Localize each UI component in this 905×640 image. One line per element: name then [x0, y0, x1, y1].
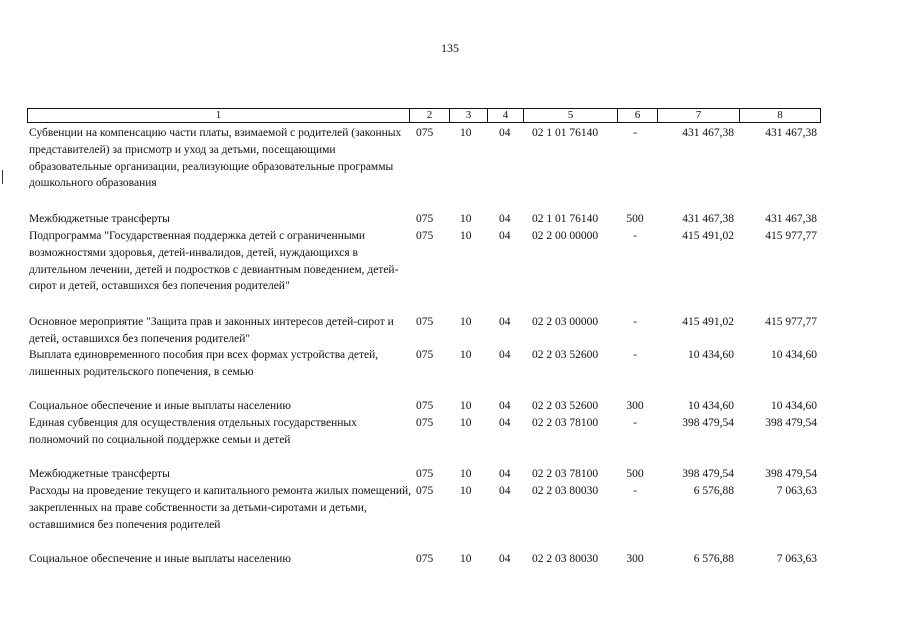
- row-code-5: 02 2 03 78100: [532, 468, 599, 480]
- row-amount-8: 431 467,38: [765, 127, 817, 139]
- row-code-4: 04: [499, 485, 511, 497]
- row-code-2: 075: [416, 468, 434, 480]
- row-amount-7: 415 491,02: [682, 230, 734, 242]
- row-code-3: 10: [460, 485, 472, 497]
- row-code-2: 075: [416, 213, 434, 225]
- row-code-2: 075: [416, 485, 434, 497]
- row-amount-7: 6 576,88: [693, 485, 734, 497]
- row-code-5: 02 2 03 78100: [532, 417, 599, 429]
- row-code-4: 04: [499, 417, 511, 429]
- row-amount-8: 415 977,77: [765, 316, 817, 328]
- row-amount-7: 398 479,54: [682, 468, 734, 480]
- row-name: Социальное обеспечение и иные выплаты населению: [29, 553, 291, 565]
- row-name: Субвенции на компенсацию части платы, взимаемой с родителей (законных представителей) за присмотр и уход за детьми, посещающими образовательные организации, реализующие образовательные программы дошкольного образования: [29, 127, 402, 190]
- row-code-2: 075: [416, 127, 434, 139]
- row-amount-8: 431 467,38: [765, 213, 817, 225]
- row-code-2: 075: [416, 553, 434, 565]
- row-code-3: 10: [460, 400, 472, 412]
- row-code-4: 04: [499, 316, 511, 328]
- row-amount-8: 398 479,54: [765, 417, 817, 429]
- row-code-3: 10: [460, 213, 472, 225]
- row-code-5: 02 2 03 52600: [532, 400, 599, 412]
- header-col-6: 6: [618, 109, 658, 122]
- row-amount-7: 6 576,88: [693, 553, 734, 565]
- header-col-5: 5: [524, 109, 618, 122]
- page-number: 135: [441, 41, 459, 55]
- row-code-5: 02 2 03 00000: [532, 316, 599, 328]
- row-code-6: 500: [626, 468, 644, 480]
- table-header: [27, 108, 821, 123]
- row-name: Подпрограмма "Государственная поддержка детей с ограниченными возможностями здоровья, детей-инвалидов, детей, нуждающихся в длительном лечении, детей и подростков с девиантным поведением, детей-сирот и детей, оставшихся без попечения родителей": [29, 230, 399, 293]
- row-amount-7: 415 491,02: [682, 316, 734, 328]
- row-code-6: -: [633, 349, 637, 361]
- row-name: Социальное обеспечение и иные выплаты населению: [29, 400, 291, 412]
- row-code-3: 10: [460, 468, 472, 480]
- row-amount-8: 415 977,77: [765, 230, 817, 242]
- header-col-3: 3: [450, 109, 488, 122]
- row-code-3: 10: [460, 127, 472, 139]
- row-code-5: 02 2 03 52600: [532, 349, 599, 361]
- row-code-6: -: [633, 230, 637, 242]
- row-code-6: 300: [626, 553, 644, 565]
- row-code-5: 02 1 01 76140: [532, 127, 599, 139]
- row-code-6: -: [633, 417, 637, 429]
- row-code-4: 04: [499, 468, 511, 480]
- row-code-5: 02 1 01 76140: [532, 213, 599, 225]
- row-code-2: 075: [416, 316, 434, 328]
- row-code-4: 04: [499, 127, 511, 139]
- row-name: Межбюджетные трансферты: [29, 213, 170, 225]
- row-name: Расходы на проведение текущего и капитального ремонта жилых помещений, закрепленных на праве собственности за детьми-сиротами и детьми, оставшимися без попечения родителей: [29, 485, 412, 531]
- row-amount-8: 10 434,60: [771, 400, 817, 412]
- row-code-2: 075: [416, 400, 434, 412]
- header-col-2: 2: [410, 109, 450, 122]
- row-amount-8: 10 434,60: [771, 349, 817, 361]
- row-code-3: 10: [460, 230, 472, 242]
- row-code-6: -: [633, 316, 637, 328]
- row-code-4: 04: [499, 213, 511, 225]
- header-col-1: 1: [28, 109, 410, 122]
- row-name: Межбюджетные трансферты: [29, 468, 170, 480]
- row-amount-7: 10 434,60: [688, 349, 734, 361]
- row-amount-8: 7 063,63: [776, 485, 817, 497]
- row-amount-7: 398 479,54: [682, 417, 734, 429]
- header-col-8: 8: [777, 109, 783, 121]
- row-code-3: 10: [460, 417, 472, 429]
- row-amount-7: 431 467,38: [682, 127, 734, 139]
- row-code-3: 10: [460, 316, 472, 328]
- scan-edge-mark: [2, 170, 3, 184]
- row-code-4: 04: [499, 230, 511, 242]
- row-code-5: 02 2 03 80030: [532, 485, 599, 497]
- row-amount-7: 431 467,38: [682, 213, 734, 225]
- row-name: Единая субвенция для осуществления отдельных государственных полномочий по социальной поддержке семьи и детей: [29, 417, 357, 446]
- row-code-2: 075: [416, 349, 434, 361]
- row-amount-7: 10 434,60: [688, 400, 734, 412]
- row-code-6: 300: [626, 400, 644, 412]
- row-name: Выплата единовременного пособия при всех формах устройства детей, лишенных родительского попечения, в семью: [29, 349, 379, 378]
- row-code-2: 075: [416, 230, 434, 242]
- row-amount-8: 7 063,63: [776, 553, 817, 565]
- header-col-7: 7: [658, 109, 740, 122]
- row-code-6: -: [633, 127, 637, 139]
- row-code-6: 500: [626, 213, 644, 225]
- row-code-6: -: [633, 485, 637, 497]
- row-code-5: 02 2 03 80030: [532, 553, 599, 565]
- row-code-4: 04: [499, 349, 511, 361]
- header-col-4: 4: [488, 109, 524, 122]
- row-name: Основное мероприятие "Защита прав и законных интересов детей-сирот и детей, оставшихся без попечения родителей": [29, 316, 394, 345]
- row-code-3: 10: [460, 349, 472, 361]
- row-code-5: 02 2 00 00000: [532, 230, 599, 242]
- row-code-2: 075: [416, 417, 434, 429]
- row-amount-8: 398 479,54: [765, 468, 817, 480]
- row-code-3: 10: [460, 553, 472, 565]
- row-code-4: 04: [499, 553, 511, 565]
- row-code-4: 04: [499, 400, 511, 412]
